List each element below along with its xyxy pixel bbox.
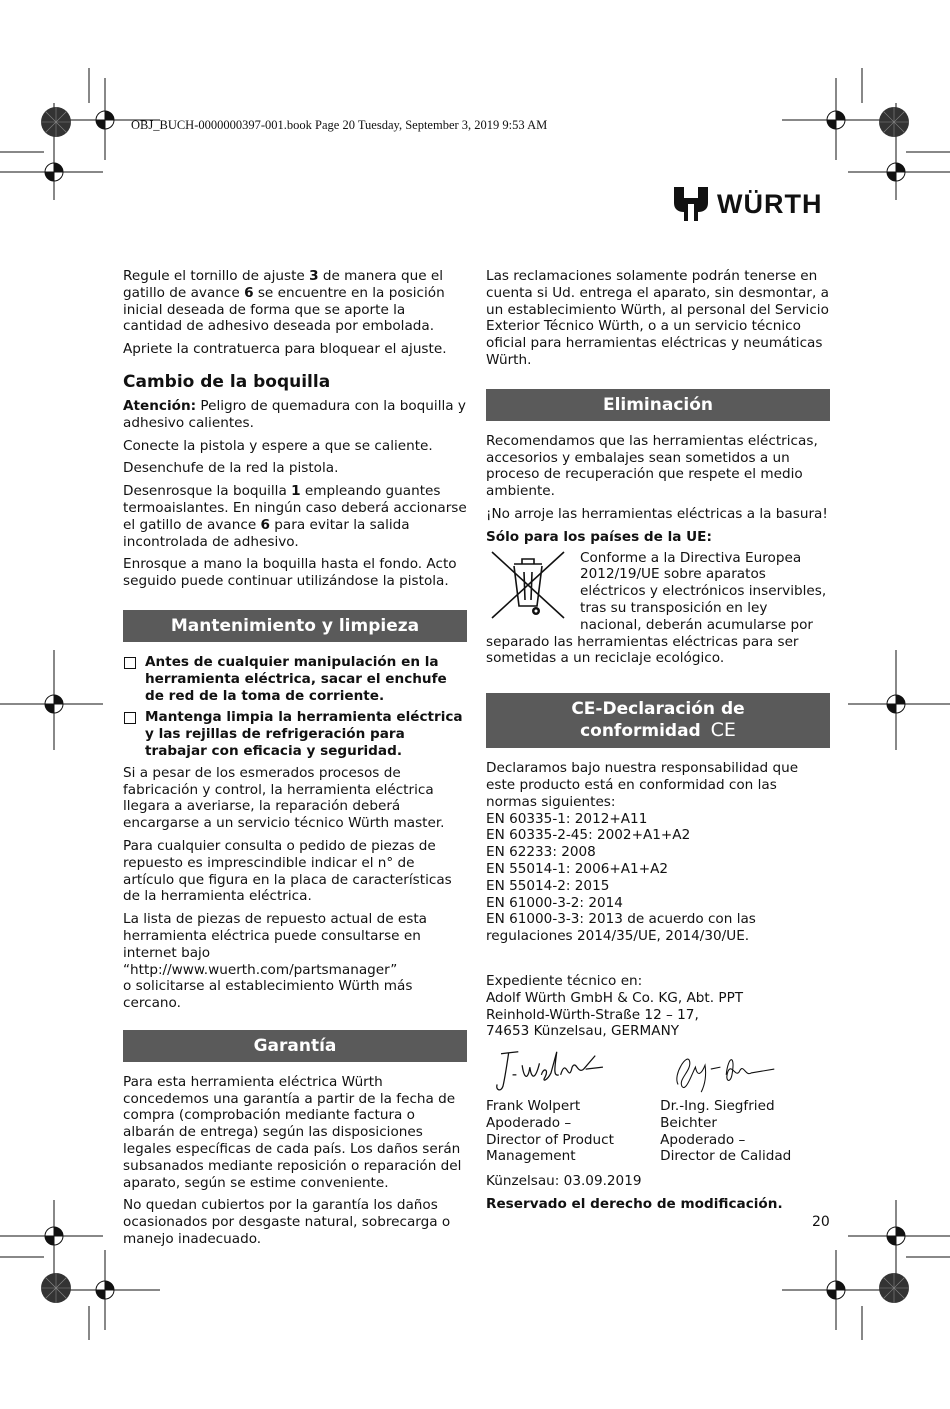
wurth-logo bbox=[674, 186, 822, 222]
brand-name: WÜRTH bbox=[717, 188, 823, 219]
address-line: 74653 Künzelsau, GERMANY bbox=[486, 1023, 680, 1040]
signatures bbox=[486, 1046, 830, 1096]
address-line: Adolf Würth GmbH & Co. KG, Abt. PPT bbox=[486, 989, 744, 1006]
standards-list bbox=[486, 811, 830, 945]
signer-line: Frank Wolpert bbox=[486, 1098, 581, 1115]
ref-number: 1 bbox=[291, 483, 301, 500]
ref-number: 6 bbox=[244, 284, 254, 301]
book-header: OBJ_BUCH-0000000397-001.book Page 20 Tuesday, September 3, 2019 9:53 AM bbox=[131, 118, 548, 132]
locknut-paragraph: Apriete la contratuerca para bloquear el ajuste. bbox=[123, 341, 447, 358]
weee-block bbox=[486, 550, 830, 668]
standard-item: EN 62233: 2008 bbox=[486, 844, 596, 861]
text: Mantenga limpia la herramienta eléctrica y las rejillas de refrigeración para trabajar con eficacia y seguridad. bbox=[145, 709, 463, 759]
address-line: Expediente técnico en: bbox=[486, 972, 643, 989]
left-column bbox=[123, 268, 467, 1254]
crossed-bin-icon bbox=[486, 550, 570, 620]
standard-item: EN 55014-2: 2015 bbox=[486, 877, 610, 894]
right-column bbox=[486, 268, 830, 1219]
eu-heading: Sólo para los países de la UE: bbox=[486, 528, 712, 545]
address-line: Reinhold-Würth-Straße 12 – 17, bbox=[486, 1006, 699, 1023]
signature-beichter bbox=[666, 1046, 796, 1096]
text: de manera que el gatillo de avance bbox=[123, 268, 444, 301]
text: Regule el tornillo de ajuste bbox=[123, 268, 310, 284]
standard-item: EN 60335-1: 2012+A11 bbox=[486, 810, 648, 827]
standard-item: EN 61000-3-2: 2014 bbox=[486, 894, 623, 911]
signer-line: Director of Product bbox=[486, 1131, 614, 1148]
paragraph: Si a pesar de los esmerados procesos de fabricación y control, la herramienta eléctrica llegara a averiarse, la reparación deberá encargarse a un servicio técnico Würth master. bbox=[123, 764, 445, 832]
paragraph: Las reclamaciones solamente podrán tenerse en cuenta si Ud. entrega el aparato, sin desmontar, a un establecimiento Würth, al personal del Servicio Exterior Técnico Würth, o a un servicio técnico oficial para herramientas eléctricas y neumáticas Würth. bbox=[486, 268, 829, 368]
nozzle-heading: Cambio de la boquilla bbox=[123, 371, 331, 392]
paragraph: Para cualquier consulta o pedido de piezas de repuesto es imprescindible indicar el n° de artículo que figura en la placa de características de la herramienta eléctrica. bbox=[123, 837, 452, 905]
maintenance-heading: Mantenimiento y limpieza bbox=[123, 610, 467, 642]
paragraph: Para esta herramienta eléctrica Würth concedemos una garantía a partir de la fecha de compra (comprobación mediante factura o albarán de entrega) según las disposiciones legales específicas de cada país. Los daños serán subsanados mediante reposición o reparación del aparato, según se estime conveniente. bbox=[123, 1073, 462, 1191]
checkbox-icon bbox=[124, 712, 136, 724]
text: para evitar la salida incontrolada de adhesivo. bbox=[123, 516, 410, 550]
heading-line: CE-Declaración de bbox=[571, 699, 745, 720]
heading-line: conformidad bbox=[580, 721, 701, 742]
signer-beichter bbox=[660, 1098, 830, 1165]
weee-text: Conforme a la Directiva Europea 2012/19/UE sobre aparatos eléctricos y electrónicos inservibles, tras su transposición en ley nacional, deberán acumularse por separado las herramientas eléctricas para ser sometidas a un reciclaje ecológico. bbox=[486, 549, 827, 667]
signer-line: Apoderado – bbox=[486, 1114, 572, 1131]
warranty-heading: Garantía bbox=[123, 1030, 467, 1062]
adjust-paragraph bbox=[123, 268, 467, 335]
ce-mark-icon: CE bbox=[710, 719, 736, 742]
signer-line: Dr.-Ing. Siegfried Beichter bbox=[660, 1098, 775, 1131]
paragraph: Desenchufe de la red la pistola. bbox=[123, 460, 339, 477]
text: Desenrosque la boquilla bbox=[123, 483, 292, 500]
standard-item: EN 55014-1: 2006+A1+A2 bbox=[486, 860, 669, 877]
signer-line: Management bbox=[486, 1148, 576, 1165]
paragraph: Recomendamos que las herramientas eléctricas, accesorios y embalajes sean sometidos a un proceso de recuperación que respete el medio ambiente. bbox=[486, 432, 818, 500]
text: empleando guantes termoaislantes. En ningún caso deberá accionarse el gatillo de avance bbox=[123, 483, 467, 533]
paragraph: Enrosque a mano la boquilla hasta el fondo. Acto seguido puede continuar utilizándose la pistola. bbox=[123, 556, 457, 590]
text: La lista de piezas de repuesto actual de esta herramienta eléctrica puede consultarse en internet bajo bbox=[123, 911, 428, 961]
wurth-emblem-icon bbox=[674, 187, 708, 221]
standard-item: EN 60335-2-45: 2002+A1+A2 bbox=[486, 827, 691, 844]
page-number: 20 bbox=[812, 1214, 830, 1230]
text: Antes de cualquier manipulación en la herramienta eléctrica, sacar el enchufe de red de la toma de corriente. bbox=[145, 653, 447, 704]
reserved-rights: Reservado el derecho de modificación. bbox=[486, 1196, 783, 1213]
paragraph: Declaramos bajo nuestra responsabilidad que este producto está en conformidad con las normas siguientes: bbox=[486, 760, 799, 810]
checkbox-icon bbox=[124, 657, 136, 669]
text: o solicitarse al establecimiento Würth más cercano. bbox=[123, 978, 413, 1012]
text: se encuentre en la posición inicial deseada de forma que se aporte la cantidad de adhesivo deseada por embolada. bbox=[123, 284, 445, 335]
signers bbox=[486, 1098, 830, 1165]
signer-line: Director de Calidad bbox=[660, 1148, 792, 1165]
paragraph: ¡No arroje las herramientas eléctricas a la basura! bbox=[486, 505, 828, 522]
standard-item: EN 61000-3-3: 2013 de acuerdo con las regulaciones 2014/35/UE, 2014/30/UE. bbox=[486, 911, 756, 945]
checklist-item bbox=[123, 654, 467, 704]
signature-wolpert bbox=[486, 1046, 666, 1096]
text: Peligro de quemadura con la boquilla y adhesivo calientes. bbox=[123, 397, 466, 431]
unscrew-paragraph bbox=[123, 483, 467, 550]
attention-label: Atención: bbox=[123, 397, 197, 414]
paragraph: No quedan cubiertos por la garantía los daños ocasionados por desgaste natural, sobrecarga o manejo inadecuado. bbox=[123, 1197, 451, 1248]
checklist-item bbox=[123, 709, 467, 759]
ce-declaration-heading bbox=[486, 693, 830, 748]
signer-wolpert bbox=[486, 1098, 660, 1165]
signer-line: Apoderado – bbox=[660, 1131, 746, 1148]
ref-number: 6 bbox=[260, 516, 270, 533]
parts-paragraph bbox=[123, 911, 467, 1012]
place-date: Künzelsau: 03.09.2019 bbox=[486, 1173, 642, 1190]
technical-file bbox=[486, 973, 830, 1040]
paragraph: Conecte la pistola y espere a que se caliente. bbox=[123, 437, 433, 454]
ref-number: 3 bbox=[309, 268, 319, 284]
url-text: “http://www.wuerth.com/partsmanager” bbox=[123, 961, 398, 978]
attention-paragraph bbox=[123, 398, 467, 432]
disposal-heading: Eliminación bbox=[486, 389, 830, 421]
